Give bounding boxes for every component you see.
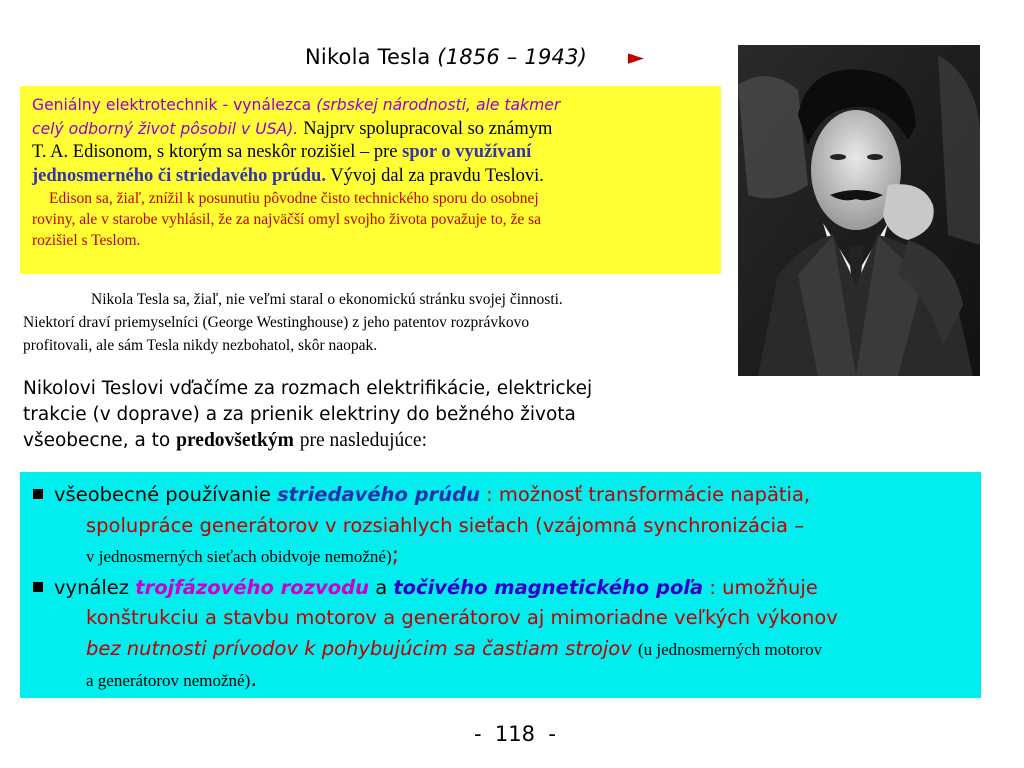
yellow-line-3 [32, 141, 711, 165]
bullet2-and: a [375, 575, 388, 599]
para2-end: pre nasledujúce: [299, 430, 428, 451]
bullet2-line-4 [33, 665, 981, 697]
yellow-line-7: rozišiel s Teslom. [32, 232, 141, 249]
intro-italic-2: celý odborný život pôsobil v USA). [32, 120, 299, 138]
bullet-1 [33, 480, 981, 511]
intro-italic: (srbskej národnosti, ale takmer [316, 96, 561, 114]
para1-line-3: profitovali, ale sám Tesla nikdy nezbohatol, skôr naopak. [23, 337, 378, 354]
bullet1-line-2: spolupráce generátorov v rozsiahlych sieťach (vzájomná synchronizácia – [86, 513, 804, 537]
bullet1-semicolon: ; [391, 543, 400, 568]
para2-line-3 [23, 428, 592, 454]
bullet2-rest: : umožňuje [709, 575, 818, 599]
bullet2-line-2: konštrukciu a stavbu motorov a generátorov aj mimoriadne veľkých výkonov [86, 606, 838, 629]
para1-line-2: Niektorí draví priemyselníci (George Westinghouse) z jeho patentov rozprávkovo [23, 314, 530, 331]
bullet2-three-phase: trojfázového rozvodu [135, 575, 369, 599]
bullet1-line-3 [33, 541, 981, 573]
bullet-2 [33, 573, 981, 604]
cyan-bullets-box [20, 472, 981, 698]
dispute-text: spor o využívaní [402, 142, 532, 162]
yellow-line-2 [32, 117, 711, 141]
bullet-square-icon [33, 489, 43, 499]
bullet2-period: . [250, 667, 258, 692]
bullet2-line-3 [33, 634, 981, 666]
edison-text: T. A. Edisonom, s ktorým sa neskôr rozišiel – pre [32, 142, 398, 162]
bullet2-rotating-field: točivého magnetického poľa [393, 575, 704, 599]
para2-line-1: Nikolovi Teslovi vďačíme za rozmach elektrifikácie, elektrickej [23, 378, 593, 399]
title-name: Nikola Tesla [305, 45, 431, 69]
intro-text: Geniálny elektrotechnik - vynálezca [32, 96, 312, 114]
economics-paragraph [23, 288, 563, 357]
contribution-paragraph [23, 376, 592, 454]
slide-title [305, 45, 644, 69]
bullet1-lead: všeobecné používanie [54, 483, 271, 506]
bullet1-rest: : možnosť transformácie napätia, [486, 483, 811, 506]
bullet2-note-end: a generátorov nemožné) [86, 671, 251, 690]
bullet2-note: (u jednosmerných motorov [637, 639, 823, 659]
bullet1-ac: striedavého prúdu [277, 483, 480, 506]
page-number: - 118 - [474, 722, 556, 746]
title-dates: (1856 – 1943) [437, 45, 588, 69]
yellow-line-4 [32, 165, 711, 189]
intro-serif: Najprv spolupracoval so známym [303, 119, 553, 139]
bullet1-note: v jednosmerných sieťach obidvoje nemožné) [86, 547, 392, 566]
yellow-line-6: roviny, ale v starobe vyhlásil, že za najväčší omyl svojho života považuje to, že sa [32, 211, 542, 228]
bullet-square-icon [33, 582, 43, 592]
para2-line-2: trakcie (v doprave) a za prienik elektriny do bežného života [23, 404, 576, 425]
para2-intro: všeobecne, a to [23, 430, 171, 451]
bullet2-italic: bez nutnosti prívodov k pohybujúcim sa častiam strojov [86, 636, 632, 660]
next-arrow-icon[interactable]: ► [627, 45, 645, 69]
para1-line-1: Nikola Tesla sa, žiaľ, nie veľmi staral o ekonomickú stránku svojej činnosti. [91, 291, 563, 308]
yellow-line-5: Edison sa, žiaľ, znížil k posunutiu pôvodne čisto technického sporu do osobnej [49, 190, 539, 207]
yellow-line-1 [32, 93, 711, 117]
current-type-text: jednosmerného či striedavého prúdu. [32, 165, 326, 186]
bullet2-lead: vynález [54, 575, 130, 599]
para2-bold: predovšetkým [176, 430, 294, 451]
tesla-portrait [738, 45, 980, 376]
verdict-text: Vývoj dal za pravdu Teslovi. [330, 165, 544, 186]
yellow-intro-box [20, 86, 721, 274]
